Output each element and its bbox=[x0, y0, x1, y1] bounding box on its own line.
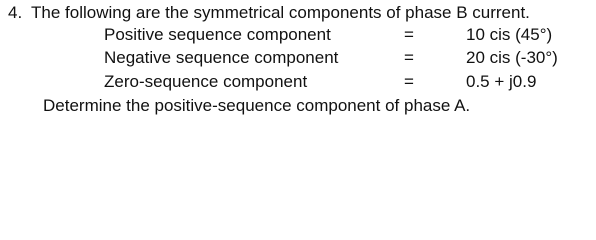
component-label-positive: Positive sequence component bbox=[104, 25, 331, 44]
equals-sign: = bbox=[404, 48, 414, 67]
component-value-zero: 0.5 + j0.9 bbox=[466, 72, 537, 91]
equals-sign: = bbox=[404, 25, 414, 44]
equals-sign: = bbox=[404, 72, 414, 91]
component-label-zero: Zero-sequence component bbox=[104, 72, 308, 91]
component-value-negative: 20 cis (-30°) bbox=[466, 48, 558, 67]
question-number: 4. bbox=[8, 3, 23, 22]
component-value-positive: 10 cis (45°) bbox=[466, 25, 553, 44]
component-label-negative: Negative sequence component bbox=[104, 48, 339, 67]
question-statement: The following are the symmetrical components of phase B current. bbox=[31, 3, 530, 22]
question-task: Determine the positive-sequence component of phase A. bbox=[43, 96, 471, 115]
